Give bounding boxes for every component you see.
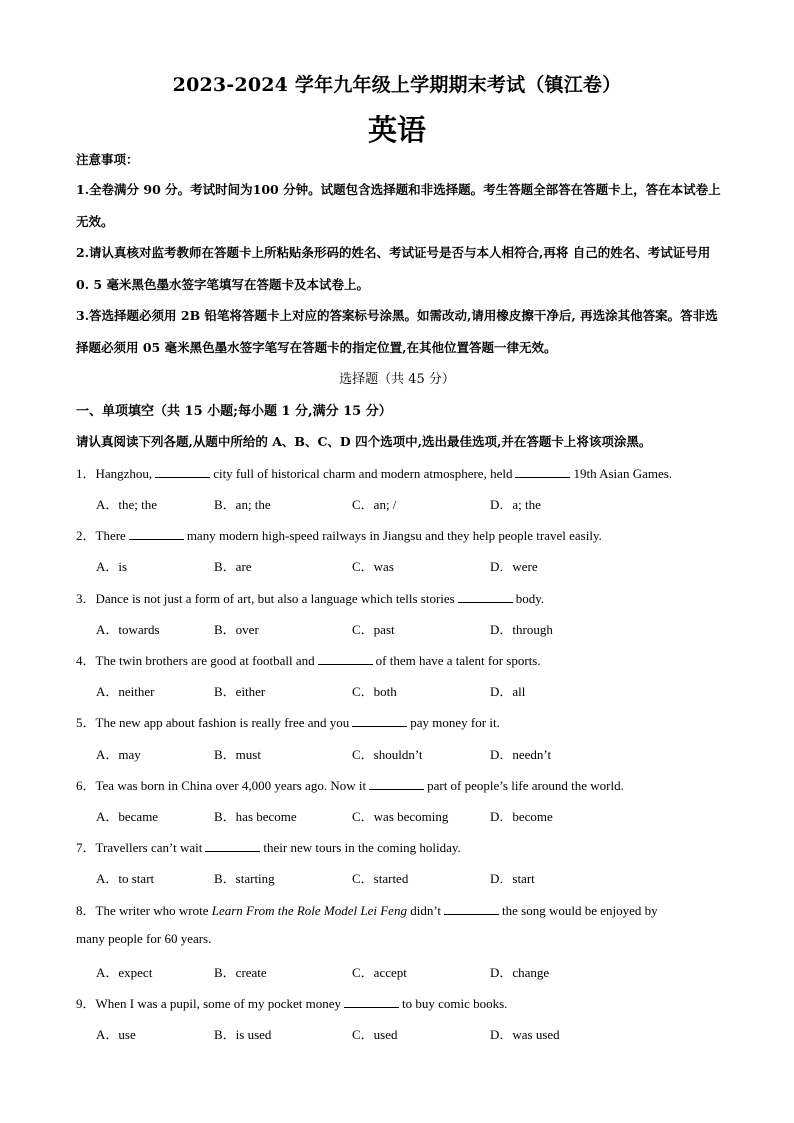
option-a[interactable]: A．the; the [96, 497, 158, 512]
notice-item-3: 3.答选择题必须用 2B 铅笔将答题卡上对应的答案标号涂黑。如需改动,请用橡皮擦干净后, 再选涂其他答案。答非选择题必须用 05 毫米黑色墨水签字笔写在答题卡的指定位置,在其他位置答题一律无效。 [76, 308, 718, 355]
question-1-options [96, 494, 656, 512]
option-a[interactable]: A．expect [96, 965, 153, 980]
answer-blank [515, 466, 570, 478]
option-c[interactable]: C．an; / [352, 497, 397, 512]
question-3: 3．Dance is not just a form of art, but also a language which tells stories body. [76, 591, 545, 606]
option-c[interactable]: C．accept [352, 965, 407, 980]
answer-blank [344, 996, 399, 1008]
option-a[interactable]: A．towards [96, 622, 160, 637]
question-7-options [96, 868, 656, 886]
option-a[interactable]: A．is [96, 559, 128, 574]
option-d[interactable]: D．through [490, 622, 553, 637]
song-title: Learn From the Role Model Lei Feng [211, 903, 407, 918]
question-1: 1．Hangzhou, city full of historical charm and modern atmosphere, held 19th Asian Games. [76, 466, 673, 481]
question-6-options [96, 806, 656, 824]
answer-blank [444, 903, 499, 915]
option-a[interactable]: A．became [96, 809, 159, 824]
option-c[interactable]: C．past [352, 622, 395, 637]
option-b[interactable]: B．must [214, 747, 261, 762]
question-8: 8．The writer who wrote Learn From the Role Model Lei Feng didn’t the song would be enjoyed by [76, 903, 658, 918]
option-b[interactable]: B．are [214, 559, 252, 574]
notice-item-1: 1.全卷满分 90 分。考试时间为100 分钟。试题包含选择题和非选择题。考生答题全部答在答题卡上，答在本试卷上无效。 [76, 182, 721, 229]
answer-blank [205, 840, 260, 852]
answer-blank [129, 528, 184, 540]
option-c[interactable]: C．both [352, 684, 397, 699]
question-3-options [96, 619, 656, 637]
option-b[interactable]: B．create [214, 965, 267, 980]
option-c[interactable]: C．was becoming [352, 809, 449, 824]
option-d[interactable]: D．become [490, 809, 553, 824]
section-heading: 选择题（共 45 分） [339, 372, 455, 387]
instruction: 请认真阅读下列各题,从题中所给的 A、B、C、D 四个选项中,选出最佳选项,并在答题卡上将该项涂黑。 [76, 434, 652, 449]
option-d[interactable]: D．a; the [490, 497, 541, 512]
option-b[interactable]: B．has become [214, 809, 297, 824]
answer-blank [352, 715, 407, 727]
option-b[interactable]: B．an; the [214, 497, 271, 512]
option-b[interactable]: B．starting [214, 871, 275, 886]
question-9-options [96, 1024, 656, 1042]
question-5-options [96, 744, 656, 762]
option-a[interactable]: A．may [96, 747, 141, 762]
option-b[interactable]: B．either [214, 684, 266, 699]
answer-blank [155, 466, 210, 478]
exam-title: 2023-2024 学年九年级上学期期末考试（镇江卷） [172, 74, 622, 96]
option-d[interactable]: D．start [490, 871, 535, 886]
question-8-options [96, 962, 656, 980]
answer-blank [318, 653, 373, 665]
question-2-options [96, 556, 656, 574]
option-b[interactable]: B．is used [214, 1027, 272, 1042]
question-4: 4．The twin brothers are good at football and of them have a talent for sports. [76, 653, 541, 668]
option-b[interactable]: B．over [214, 622, 259, 637]
question-8-continuation: many people for 60 years. [76, 931, 212, 946]
answer-blank [369, 778, 424, 790]
question-4-options [96, 681, 656, 699]
option-d[interactable]: D．all [490, 684, 526, 699]
subject-title: 英语 [367, 113, 426, 147]
option-d[interactable]: D．was used [490, 1027, 560, 1042]
question-5: 5．The new app about fashion is really free and you pay money for it. [76, 715, 500, 730]
question-9: 9．When I was a pupil, some of my pocket money to buy comic books. [76, 996, 508, 1011]
question-6: 6．Tea was born in China over 4,000 years ago. Now it part of people’s life around the world. [76, 778, 624, 793]
option-d[interactable]: D．needn’t [490, 747, 552, 762]
notice-heading: 注意事项： [76, 152, 139, 167]
option-a[interactable]: A．to start [96, 871, 155, 886]
option-a[interactable]: A．neither [96, 684, 155, 699]
option-c[interactable]: C．started [352, 871, 409, 886]
option-a[interactable]: A．use [96, 1027, 136, 1042]
option-c[interactable]: C．used [352, 1027, 398, 1042]
part-heading: 一、单项填空（共 15 小题;每小题 1 分,满分 15 分） [76, 404, 392, 419]
option-c[interactable]: C．was [352, 559, 394, 574]
question-7: 7．Travellers can’t wait their new tours in the coming holiday. [76, 840, 461, 855]
notice-item-2: 2.请认真核对监考教师在答题卡上所粘贴条形码的姓名、考试证号是否与本人相符合,再将 自己的姓名、考试证号用 0. 5 毫米黑色墨水签字笔填写在答题卡及本试卷上。 [76, 245, 711, 292]
option-d[interactable]: D．change [490, 965, 550, 980]
option-d[interactable]: D．were [490, 559, 538, 574]
question-2: 2．There many modern high-speed railways in Jiangsu and they help people travel easily. [76, 528, 602, 543]
answer-blank [458, 591, 513, 603]
option-c[interactable]: C．shouldn’t [352, 747, 423, 762]
